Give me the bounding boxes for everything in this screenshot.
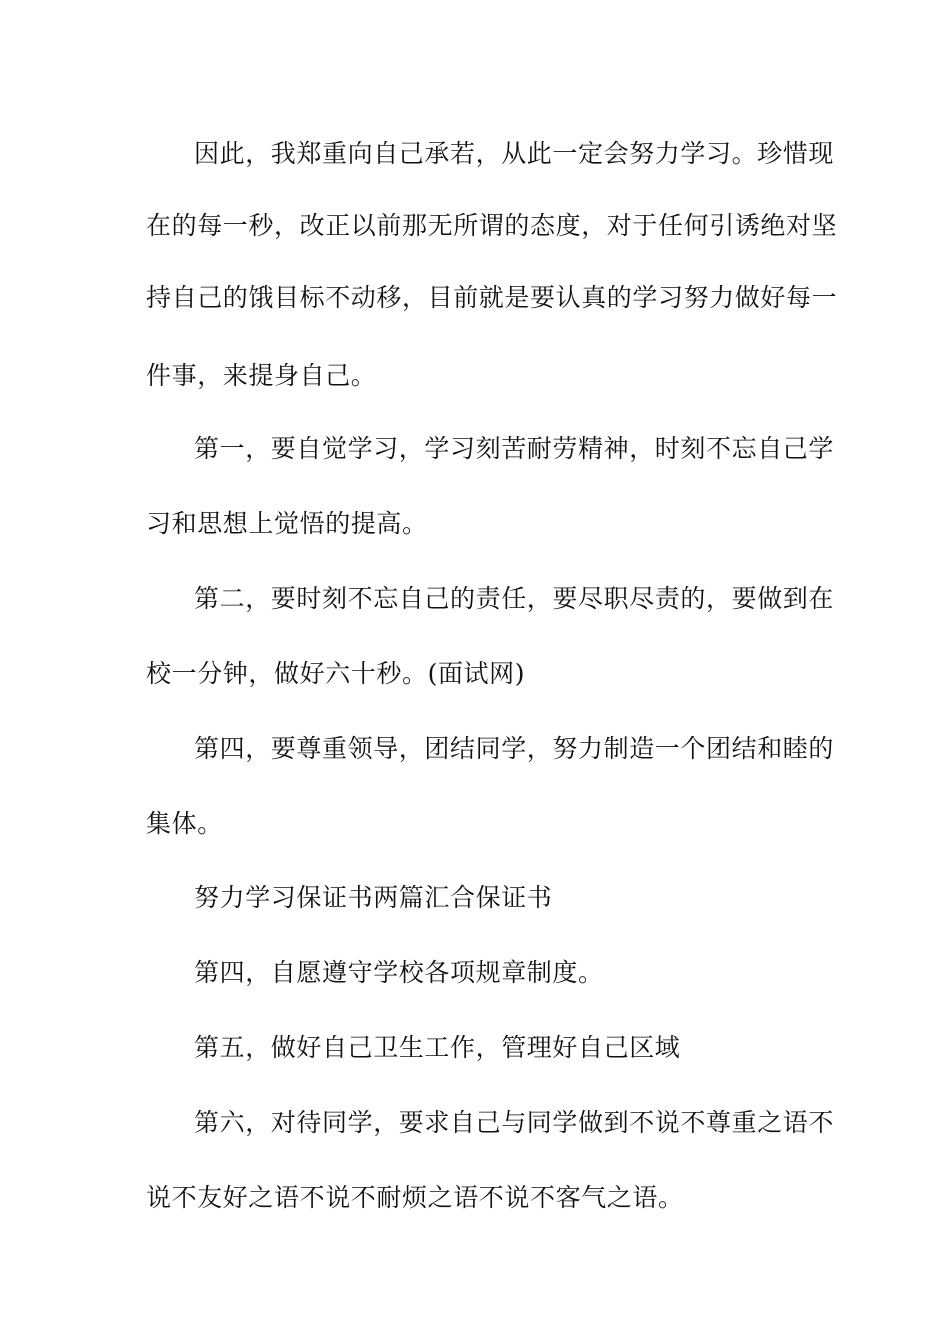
paragraph-line: 习和思想上觉悟的提高。 [146, 509, 428, 538]
paragraph-line: 说不友好之语不说不耐烦之语不说不客气之语。 [146, 1183, 684, 1212]
paragraph-line: 持自己的饿目标不动移，目前就是要认真的学习努力做好每一 [146, 283, 838, 312]
paragraph-line: 第四，要尊重领导，团结同学，努力制造一个团结和睦的 [194, 734, 835, 763]
paragraph-line: 第五，做好自己卫生工作，管理好自己区域 [194, 1033, 681, 1062]
paragraph-line: 第一，要自觉学习，学习刻苦耐劳精神，时刻不忘自己学 [194, 434, 835, 463]
section-heading: 努力学习保证书两篇汇合保证书 [194, 883, 553, 912]
paragraph-line: 第六，对待同学，要求自己与同学做到不说不尊重之语不 [194, 1108, 835, 1137]
paragraph-line: 因此，我郑重向自己承若，从此一定会努力学习。珍惜现 [194, 139, 835, 168]
paragraph-line: 第二，要时刻不忘自己的责任，要尽职尽责的，要做到在 [194, 584, 835, 613]
paragraph-line: 集体。 [146, 809, 223, 838]
paragraph-line: 在的每一秒，改正以前那无所谓的态度，对于任何引诱绝对坚 [146, 211, 838, 240]
paragraph-line: 校一分钟，做好六十秒。(面试网) [146, 659, 526, 688]
paragraph-line: 件事，来提身自己。 [146, 361, 377, 390]
paragraph-line: 第四，自愿遵守学校各项规章制度。 [194, 958, 604, 987]
